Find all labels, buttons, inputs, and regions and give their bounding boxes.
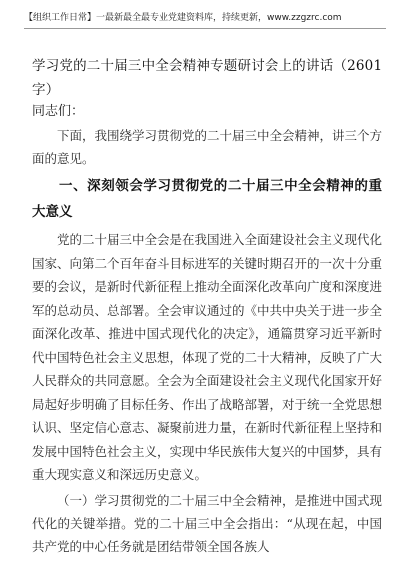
site-header-banner: 【组织工作日常】一最新最全最专业党建资料库，持续更新，www.zzgzrc.com (24, 13, 342, 23)
intro-paragraph: 下面，我围绕学习贯彻党的二十届三中全会精神，讲三个方面的意见。 (32, 128, 383, 166)
header-divider (24, 28, 386, 29)
section-heading: 一、深刻领会学习贯彻党的二十届三中全会精神的重大意义 (32, 178, 382, 220)
salutation: 同志们： (32, 104, 85, 119)
document-title: 学习党的二十届三中全会精神专题研讨会上的讲话（2601字） (32, 58, 383, 98)
body-paragraph: 党的二十届三中全会是在我国进入全面建设社会主义现代化国家、向第二个百年奋斗目标进军的关键时期召开的一次十分重要的会议，是新时代新征程上推动全面深化改革向广度和深度进军的总动员、总部署。全会审议通过的《中共中央关于进一步全面深化改革、推进中国式现代化的决定》，通篇贯穿习近平新时代中国特色社会主义思想，体现了党的二十大精神，反映了广大人民群众的共同意愿。全会为全面建设社会主义现代化国家开好局起好步明确了目标任务、作出了战略部署，对于统一全党思想认识、坚定信心意志、凝聚前进力量，在新时代新征程上坚持和发展中国特色社会主义，实现中华民族伟大复兴的中国梦，具有重大现实意义和深远历史意义。 (32, 232, 383, 482)
sub-point-paragraph: （一）学习贯彻党的二十届三中全会精神，是推进中国式现代化的关键举措。党的二十届三中全会指出：“从现在起，中国共产党的中心任务就是团结带领全国各族人 (32, 492, 383, 554)
document-body (32, 124, 382, 558)
